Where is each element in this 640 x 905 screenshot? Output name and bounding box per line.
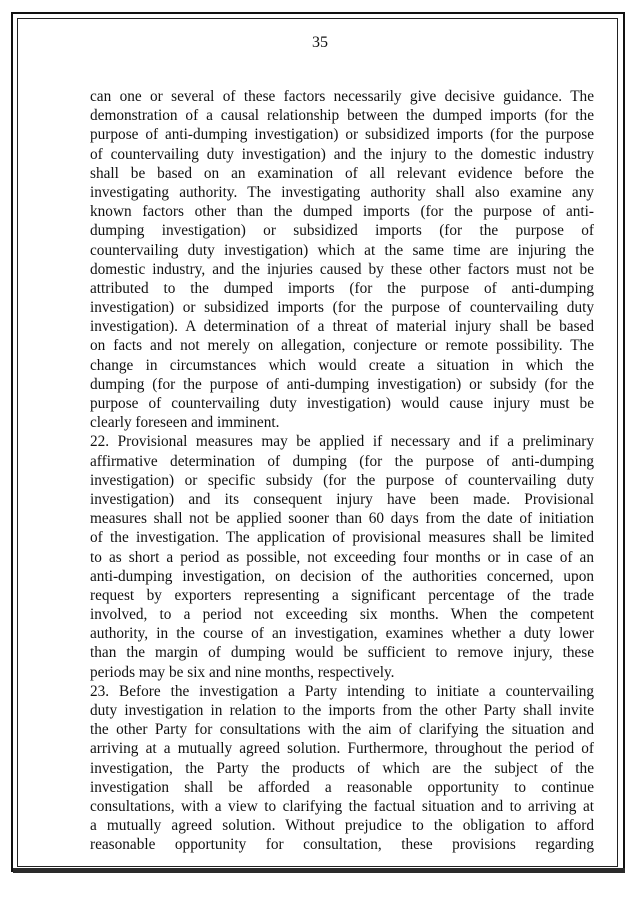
text-line: a mutually agreed solution. Without prejudice to the obligation to afford — [90, 817, 594, 835]
text-line: domestic industry, and the injuries caused by these other factors must not be — [90, 260, 594, 278]
text-line: request by exporters representing a significant percentage of the trade — [90, 586, 594, 604]
text-line: on facts and not merely on allegation, conjecture or remote possibility. The — [90, 337, 594, 355]
text-line: purpose of anti-dumping investigation) or subsidized imports (for the purpose — [90, 126, 594, 144]
text-line: dumping investigation) or subsidized imports (for the purpose of — [90, 222, 594, 240]
text-line: authority, in the course of an investigation, examines whether a duty lower — [90, 625, 594, 643]
text-line: consultations, with a view to clarifying the factual situation and to arriving at — [90, 797, 594, 815]
text-line: investigation). A determination of a threat of material injury shall be based — [90, 318, 594, 336]
text-line: reasonable opportunity for consultation, these provisions regarding — [90, 836, 594, 854]
text-line: investigation) and its consequent injury have been made. Provisional — [90, 490, 594, 508]
page-number: 35 — [312, 34, 328, 51]
text-line: purpose of countervailing duty investigation) would cause injury must be — [90, 395, 594, 412]
text-line: investigating authority. The investigating authority shall also examine any — [90, 183, 594, 201]
text-line: 22. Provisional measures may be applied if necessary and if a preliminary — [90, 433, 594, 451]
text-line: the other Party for consultations with the aim of clarifying the situation and — [90, 721, 594, 739]
text-line: to as short a period as possible, not exceeding four months or in case of an — [90, 548, 594, 566]
text-line: investigation) or specific subsidy (for the purpose of countervailing duty — [90, 471, 594, 489]
text-line: periods may be six and nine months, respectively. — [90, 663, 395, 681]
text-line: investigation shall be afforded a reasonable opportunity to continue — [90, 778, 594, 796]
text-line: clearly foreseen and imminent. — [90, 414, 280, 432]
text-line: than the margin of dumping would be sufficient to remove injury, these — [90, 644, 594, 662]
text-line: investigation, the Party the products of which are the subject of the — [90, 759, 594, 777]
text-line: measures shall not be applied sooner than 60 days from the date of initiation — [90, 510, 594, 528]
text-line: anti-dumping investigation, on decision of the authorities concerned, upon — [90, 567, 594, 585]
text-line: affirmative determination of dumping (for the purpose of anti-dumping — [90, 452, 594, 470]
text-line: attributed to the dumped imports (for the purpose of anti-dumping — [90, 279, 594, 297]
text-line: 23. Before the investigation a Party intending to initiate a countervailing — [90, 682, 594, 700]
text-line: duty investigation in relation to the imports from the other Party shall invite — [90, 702, 594, 719]
text-line: involved, to a period not exceeding six months. When the competent — [90, 606, 594, 624]
text-line: can one or several of these factors necessarily give decisive guidance. The — [90, 88, 594, 105]
text-line: dumping (for the purpose of anti-dumping investigation) or subsidy (for the — [90, 375, 594, 393]
text-line: change in circumstances which would create a situation in which the — [90, 356, 594, 374]
text-line: known factors other than the dumped imports (for the purpose of anti- — [90, 203, 594, 221]
text-line: investigation) or subsidized imports (for the purpose of countervailing duty — [90, 299, 594, 317]
text-line: demonstration of a causal relationship between the dumped imports (for the — [90, 107, 594, 125]
page-bottom-band — [13, 868, 625, 873]
text-line: countervailing duty investigation) which at the same time are injuring the — [90, 241, 594, 259]
document-body — [90, 87, 594, 855]
text-line: arriving at a mutually agreed solution. Furthermore, throughout the period of — [90, 740, 594, 758]
text-line: of countervailing duty investigation) and the injury to the domestic industry — [90, 145, 594, 163]
text-line: shall be based on an examination of all relevant evidence before the — [90, 164, 594, 182]
text-line: of the investigation. The application of provisional measures shall be limited — [90, 529, 594, 547]
